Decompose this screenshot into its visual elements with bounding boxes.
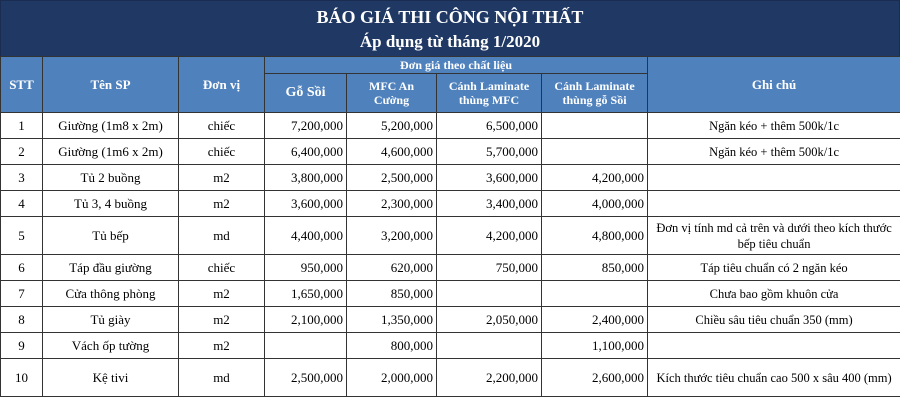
cell-note: Chiều sâu tiêu chuẩn 350 (mm) bbox=[648, 307, 900, 333]
cell-note: Đơn vị tính md cả trên và dưới theo kích thước bếp tiêu chuẩn bbox=[648, 217, 900, 255]
cell-unit: chiếc bbox=[179, 255, 265, 281]
table-row bbox=[1, 307, 900, 333]
cell-mfc-an-cuong: 4,600,000 bbox=[347, 139, 437, 165]
cell-laminate-go-soi bbox=[542, 281, 648, 307]
table-row bbox=[1, 255, 900, 281]
header-note: Ghi chú bbox=[648, 57, 900, 113]
title-band bbox=[0, 0, 900, 57]
cell-laminate-go-soi bbox=[542, 139, 648, 165]
cell-name: Táp đầu giường bbox=[43, 255, 179, 281]
cell-laminate-mfc: 2,200,000 bbox=[437, 359, 542, 397]
cell-unit: m2 bbox=[179, 191, 265, 217]
cell-note bbox=[648, 165, 900, 191]
cell-go-soi: 3,600,000 bbox=[265, 191, 347, 217]
cell-stt: 4 bbox=[1, 191, 43, 217]
cell-mfc-an-cuong: 850,000 bbox=[347, 281, 437, 307]
cell-laminate-go-soi: 4,000,000 bbox=[542, 191, 648, 217]
header-go-soi: Gỗ Sồi bbox=[265, 74, 347, 113]
cell-note bbox=[648, 333, 900, 359]
table-row bbox=[1, 359, 900, 397]
header-unit: Đơn vị bbox=[179, 57, 265, 113]
cell-laminate-mfc: 2,050,000 bbox=[437, 307, 542, 333]
cell-laminate-go-soi: 1,100,000 bbox=[542, 333, 648, 359]
cell-laminate-go-soi: 2,400,000 bbox=[542, 307, 648, 333]
cell-name: Tủ 3, 4 buồng bbox=[43, 191, 179, 217]
table-row bbox=[1, 139, 900, 165]
cell-laminate-mfc: 5,700,000 bbox=[437, 139, 542, 165]
cell-unit: m2 bbox=[179, 333, 265, 359]
cell-stt: 2 bbox=[1, 139, 43, 165]
cell-laminate-mfc: 3,400,000 bbox=[437, 191, 542, 217]
cell-stt: 9 bbox=[1, 333, 43, 359]
cell-go-soi: 950,000 bbox=[265, 255, 347, 281]
cell-laminate-mfc: 6,500,000 bbox=[437, 113, 542, 139]
cell-mfc-an-cuong: 5,200,000 bbox=[347, 113, 437, 139]
table-row bbox=[1, 281, 900, 307]
cell-name: Tủ 2 buồng bbox=[43, 165, 179, 191]
cell-name: Vách ốp tường bbox=[43, 333, 179, 359]
cell-laminate-go-soi: 4,800,000 bbox=[542, 217, 648, 255]
cell-laminate-go-soi: 850,000 bbox=[542, 255, 648, 281]
cell-stt: 5 bbox=[1, 217, 43, 255]
cell-mfc-an-cuong: 1,350,000 bbox=[347, 307, 437, 333]
cell-stt: 6 bbox=[1, 255, 43, 281]
header-price-group: Đơn giá theo chất liệu bbox=[265, 57, 648, 74]
cell-unit: m2 bbox=[179, 281, 265, 307]
cell-note: Ngăn kéo + thêm 500k/1c bbox=[648, 139, 900, 165]
cell-go-soi: 4,400,000 bbox=[265, 217, 347, 255]
cell-laminate-mfc: 4,200,000 bbox=[437, 217, 542, 255]
cell-laminate-mfc: 3,600,000 bbox=[437, 165, 542, 191]
cell-name: Giường (1m6 x 2m) bbox=[43, 139, 179, 165]
cell-name: Giường (1m8 x 2m) bbox=[43, 113, 179, 139]
cell-name: Cửa thông phòng bbox=[43, 281, 179, 307]
cell-unit: chiếc bbox=[179, 139, 265, 165]
cell-go-soi: 7,200,000 bbox=[265, 113, 347, 139]
header-mfc-an-cuong: MFC An Cường bbox=[347, 74, 437, 113]
cell-note: Chưa bao gồm khuôn cửa bbox=[648, 281, 900, 307]
cell-go-soi: 6,400,000 bbox=[265, 139, 347, 165]
cell-laminate-mfc bbox=[437, 333, 542, 359]
cell-unit: md bbox=[179, 359, 265, 397]
page-subtitle: Áp dụng từ tháng 1/2020 bbox=[359, 32, 541, 51]
header-name: Tên SP bbox=[43, 57, 179, 113]
cell-go-soi bbox=[265, 333, 347, 359]
table-row bbox=[1, 113, 900, 139]
cell-mfc-an-cuong: 800,000 bbox=[347, 333, 437, 359]
cell-go-soi: 3,800,000 bbox=[265, 165, 347, 191]
cell-note: Ngăn kéo + thêm 500k/1c bbox=[648, 113, 900, 139]
cell-note: Kích thước tiêu chuẩn cao 500 x sâu 400 (mm) bbox=[648, 359, 900, 397]
header-stt: STT bbox=[1, 57, 43, 113]
cell-laminate-mfc: 750,000 bbox=[437, 255, 542, 281]
cell-stt: 3 bbox=[1, 165, 43, 191]
cell-laminate-go-soi: 4,200,000 bbox=[542, 165, 648, 191]
cell-note bbox=[648, 191, 900, 217]
table-row bbox=[1, 333, 900, 359]
cell-laminate-mfc bbox=[437, 281, 542, 307]
cell-laminate-go-soi: 2,600,000 bbox=[542, 359, 648, 397]
cell-unit: m2 bbox=[179, 307, 265, 333]
price-table bbox=[0, 56, 900, 397]
cell-stt: 10 bbox=[1, 359, 43, 397]
cell-name: Tủ bếp bbox=[43, 217, 179, 255]
table-row bbox=[1, 191, 900, 217]
cell-mfc-an-cuong: 2,000,000 bbox=[347, 359, 437, 397]
cell-go-soi: 2,500,000 bbox=[265, 359, 347, 397]
page-title: BÁO GIÁ THI CÔNG NỘI THẤT bbox=[316, 7, 584, 27]
cell-unit: m2 bbox=[179, 165, 265, 191]
cell-mfc-an-cuong: 2,300,000 bbox=[347, 191, 437, 217]
cell-unit: chiếc bbox=[179, 113, 265, 139]
cell-note: Táp tiêu chuẩn có 2 ngăn kéo bbox=[648, 255, 900, 281]
cell-stt: 1 bbox=[1, 113, 43, 139]
cell-name: Tủ giày bbox=[43, 307, 179, 333]
cell-name: Kệ tivi bbox=[43, 359, 179, 397]
table-row bbox=[1, 165, 900, 191]
cell-go-soi: 2,100,000 bbox=[265, 307, 347, 333]
cell-mfc-an-cuong: 2,500,000 bbox=[347, 165, 437, 191]
cell-go-soi: 1,650,000 bbox=[265, 281, 347, 307]
cell-mfc-an-cuong: 3,200,000 bbox=[347, 217, 437, 255]
table-row bbox=[1, 217, 900, 255]
header-laminate-go-soi: Cánh Laminate thùng gỗ Sồi bbox=[542, 74, 648, 113]
header-laminate-mfc: Cánh Laminate thùng MFC bbox=[437, 74, 542, 113]
cell-mfc-an-cuong: 620,000 bbox=[347, 255, 437, 281]
cell-stt: 7 bbox=[1, 281, 43, 307]
cell-laminate-go-soi bbox=[542, 113, 648, 139]
cell-unit: md bbox=[179, 217, 265, 255]
cell-stt: 8 bbox=[1, 307, 43, 333]
